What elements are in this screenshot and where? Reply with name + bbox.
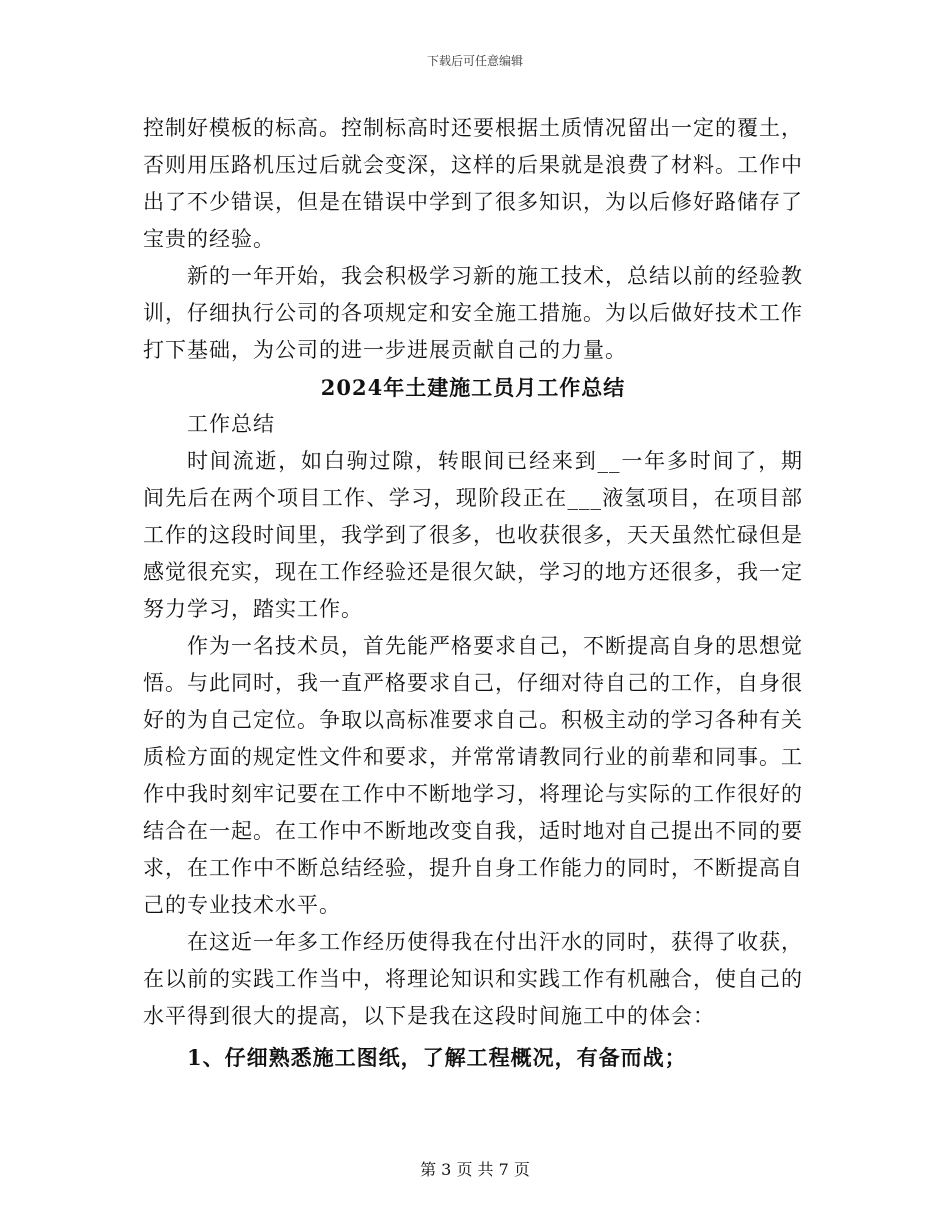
paragraph-new-year: 新的一年开始，我会积极学习新的施工技术，总结以前的经验教训，仔细执行公司的各项规定和安全施工措施。为以后做好技术工作打下基础，为公司的进一步进展贡献自己的力量。 — [143, 264, 803, 362]
page-number: 第 3 页 共 7 页 — [420, 1160, 530, 1179]
paragraph-intro: 时间流逝，如白驹过隙，转眼间已经来到__一年多时间了，期间先后在两个项目工作、学习，现阶段正在___液氢项目，在项目部工作的这段时间里，我学到了很多，也收获很多，天天虽然忙碌但是感觉很充实，现在工作经验还是很欠缺，学习的地方还很多，我一定努力学习，踏实工作。 — [143, 449, 803, 621]
header-note: 下载后可任意编辑 — [426, 54, 523, 68]
paragraph-technician: 作为一名技术员，首先能严格要求自己，不断提高自身的思想觉悟。与此同时，我一直严格要求自己，仔细对待自己的工作，自身很好的为自己定位。争取以高标准要求自己。积极主动的学习各种有关质检方面的规定性文件和要求，并常常请教同行业的前辈和同事。工作中我时刻牢记要在工作中不断地学习，将理论与实际的工作很好的结合在一起。在工作中不断地改变自我，适时地对自己提出不同的要求，在工作中不断总结经验，提升自身工作能力的同时，不断提高自己的专业技术水平。 — [143, 634, 803, 917]
document-title: 2024年土建施工员月工作总结 — [320, 375, 626, 400]
numbered-item-1: 1、仔细熟悉施工图纸，了解工程概况，有备而战； — [187, 1045, 687, 1070]
section-subtitle: 工作总结 — [187, 412, 275, 436]
paragraph-continuation: 控制好模板的标高。控制标高时还要根据土质情况留出一定的覆土，否则用压路机压过后就会变深，这样的后果就是浪费了材料。工作中出了不少错误，但是在错误中学到了很多知识，为以后修好路储存了宝贵的经验。 — [143, 116, 803, 251]
document-body — [143, 110, 803, 1076]
paragraph-experience: 在这近一年多工作经历使得我在付出汗水的同时，获得了收获，在以前的实践工作当中，将理论知识和实践工作有机融合，使自己的水平得到很大的提高，以下是我在这段时间施工中的体会： — [143, 930, 803, 1028]
